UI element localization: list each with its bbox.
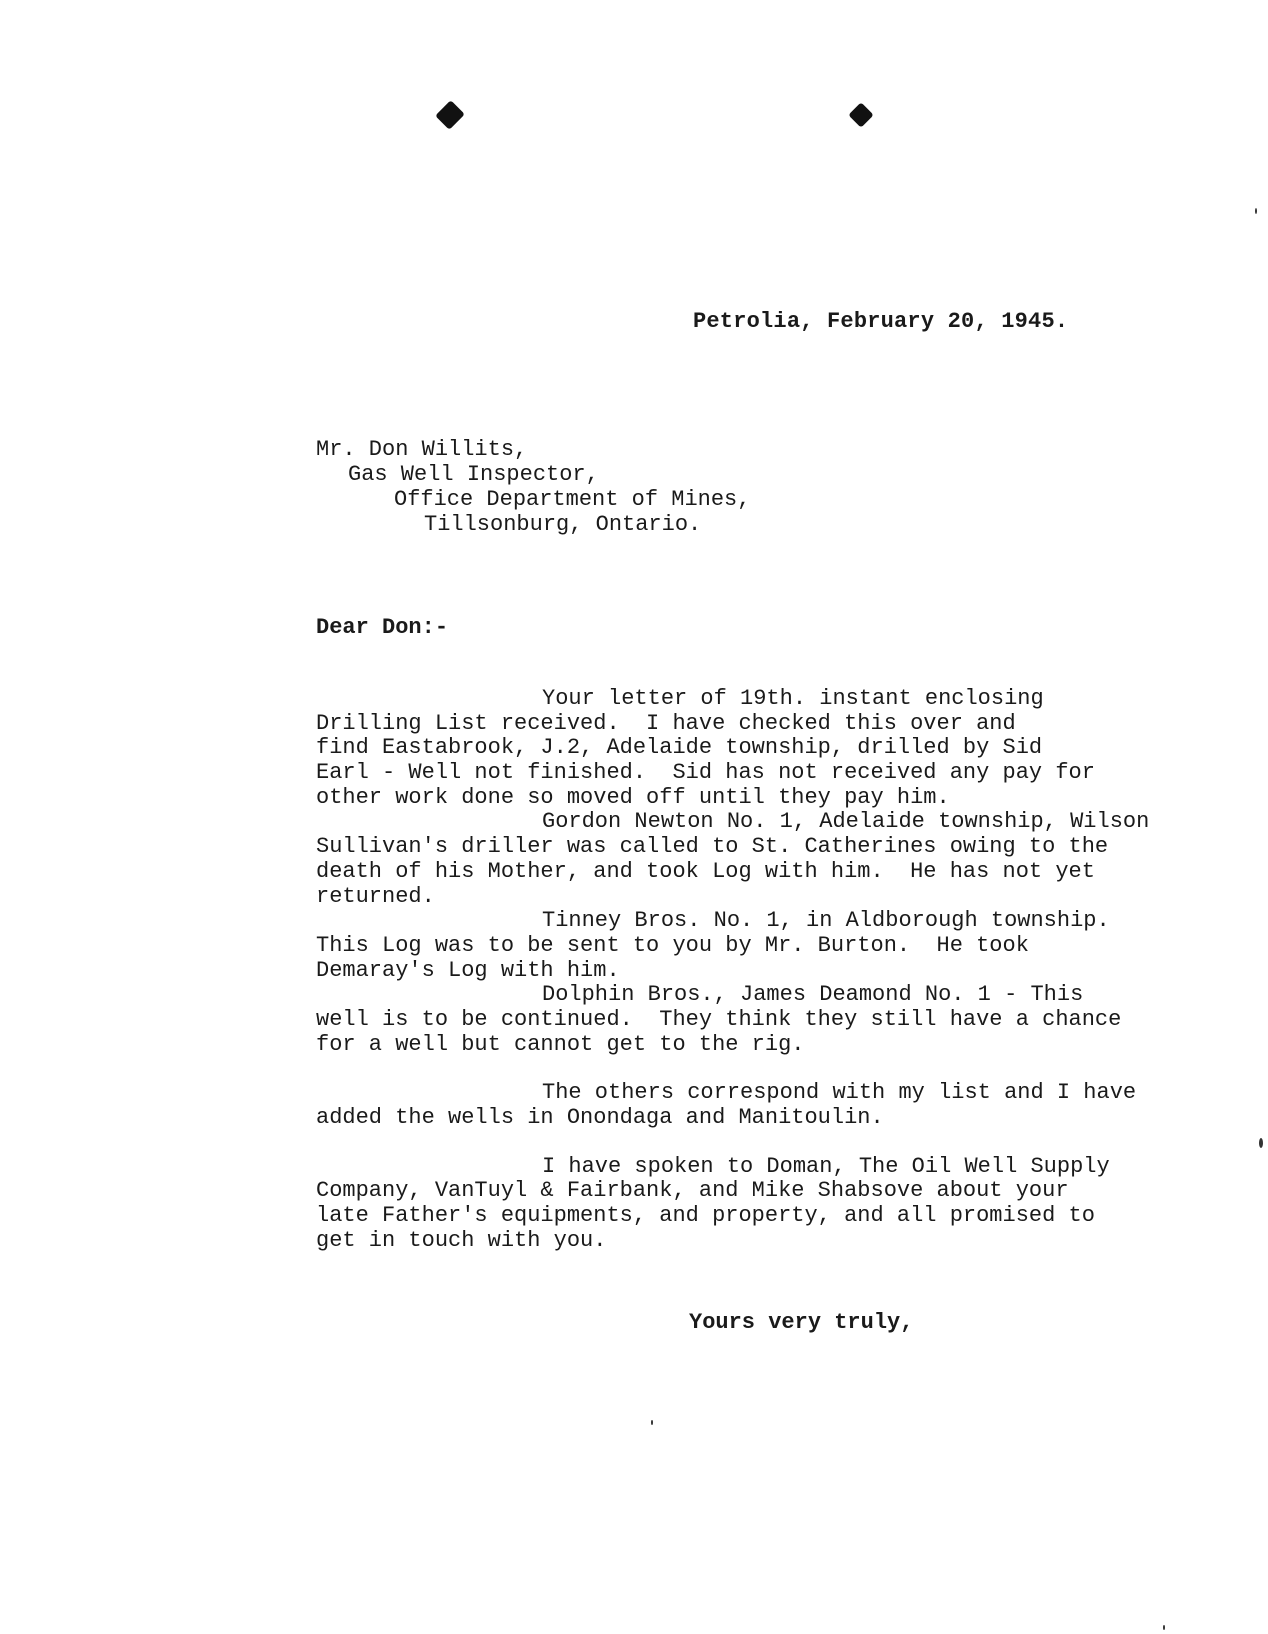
body-line: Demaray's Log with him.: [316, 957, 620, 983]
body-line: death of his Mother, and took Log with him. He has not yet: [316, 858, 1095, 884]
paragraph-gap: [316, 1057, 1246, 1081]
address-line: Mr. Don Willits,: [316, 437, 528, 462]
body-line: Tinney Bros. No. 1, in Aldborough township.: [542, 908, 1110, 934]
body-line: for a well but cannot get to the rig.: [316, 1031, 805, 1057]
letter-body: [316, 687, 1246, 1253]
body-line: Your letter of 19th. instant enclosing: [542, 686, 1044, 711]
body-line: Sullivan's driller was called to St. Catherines owing to the: [316, 834, 1109, 860]
body-line: Company, VanTuyl & Fairbank, and Mike Shabsove about your: [316, 1178, 1069, 1204]
body-line: well is to be continued. They think they still have a chance: [316, 1006, 1122, 1032]
salutation: Dear Don:-: [316, 615, 449, 640]
body-line: Dolphin Bros., James Deamond No. 1 - This: [542, 982, 1084, 1008]
body-line: The others correspond with my list and I have: [542, 1080, 1137, 1106]
body-line: get in touch with you.: [316, 1227, 607, 1253]
scan-speck: [651, 1420, 653, 1425]
body-line: This Log was to be sent to you by Mr. Burton. He took: [316, 932, 1029, 958]
body-line: Drilling List received. I have checked this over and: [316, 710, 1016, 736]
body-line: other work done so moved off until they pay him.: [316, 784, 950, 810]
address-line: Tillsonburg, Ontario.: [424, 512, 702, 537]
scan-speck: [1259, 1138, 1263, 1148]
hole-punch-left: [435, 100, 465, 130]
body-line: returned.: [316, 883, 435, 909]
scan-speck: [1163, 1625, 1165, 1630]
date-line: Petrolia, February 20, 1945.: [693, 309, 1069, 334]
body-line: late Father's equipments, and property, and all promised to: [316, 1203, 1095, 1229]
recipient-address: [316, 438, 750, 538]
body-line: Earl - Well not finished. Sid has not received any pay for: [316, 760, 1095, 786]
address-line: Office Department of Mines,: [394, 487, 751, 512]
hole-punch-right: [848, 102, 873, 127]
body-line: find Eastabrook, J.2, Adelaide township, drilled by Sid: [316, 735, 1043, 761]
address-line: Gas Well Inspector,: [348, 462, 599, 487]
body-line: added the wells in Onondaga and Manitoulin.: [316, 1105, 884, 1130]
body-line: I have spoken to Doman, The Oil Well Supply: [542, 1153, 1110, 1179]
paragraph-gap: [316, 1131, 1246, 1155]
scan-speck: [1255, 208, 1257, 214]
closing: Yours very truly,: [689, 1310, 914, 1335]
body-line: Gordon Newton No. 1, Adelaide township, Wilson: [542, 809, 1150, 835]
